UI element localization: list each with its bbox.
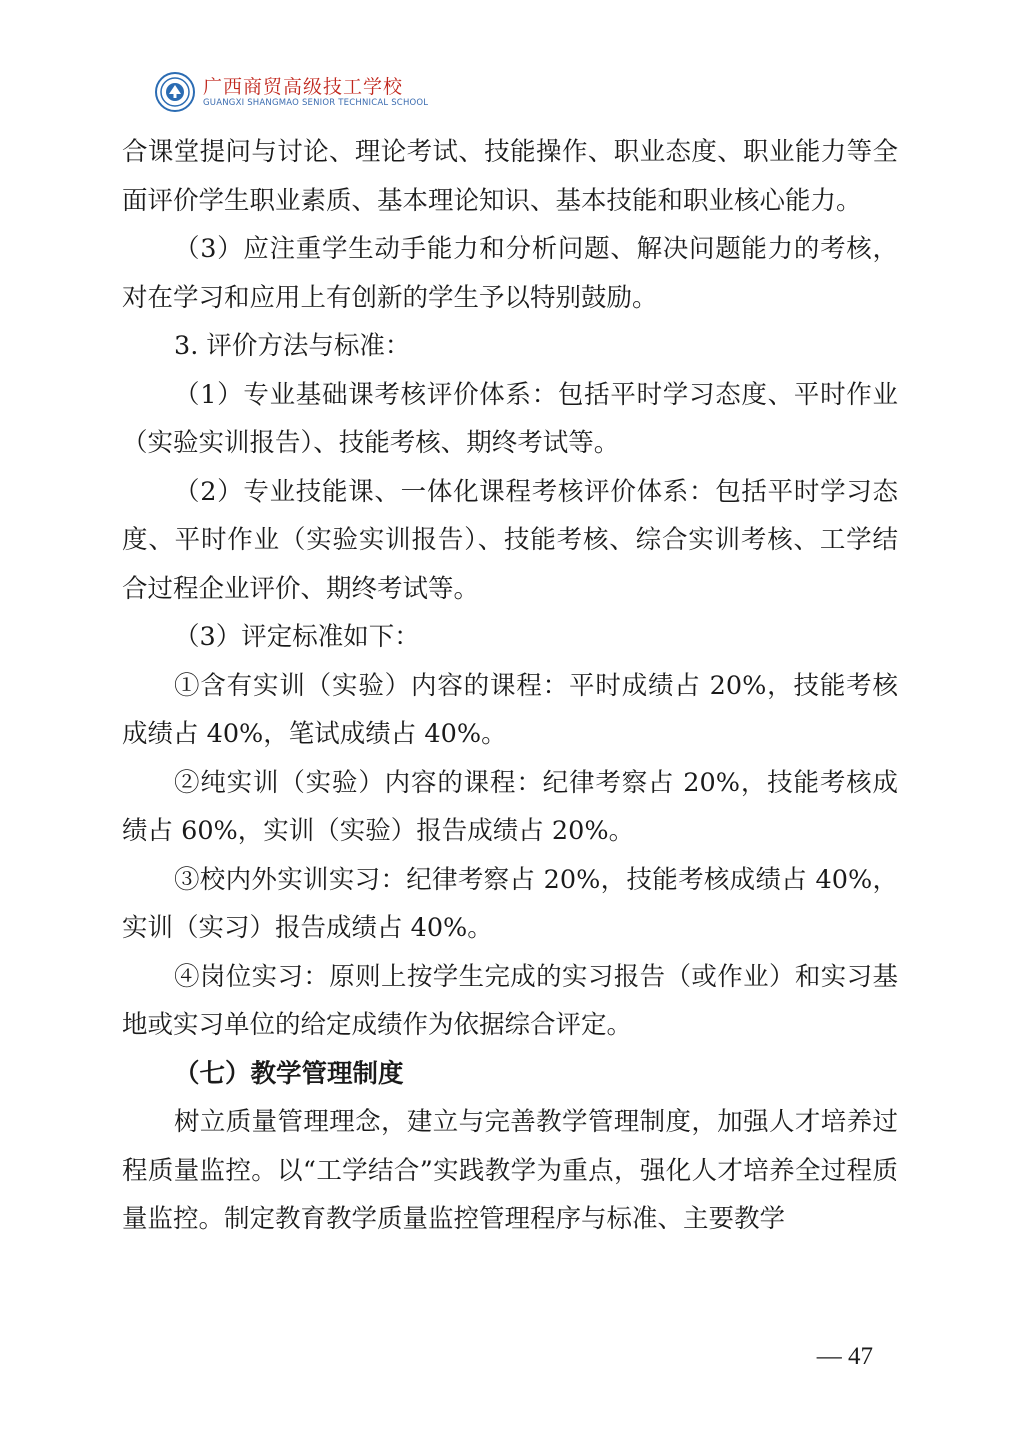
paragraph: 树立质量管理理念，建立与完善教学管理制度，加强人才培养过程质量监控。以“工学结合”实践教学为重点，强化人才培养全过程质量监控。制定教育教学质量监控管理程序与标准、主要教学: [122, 1107, 898, 1234]
paragraph: （3）评定标准如下：: [174, 622, 420, 652]
page-number: — 47: [816, 1343, 873, 1370]
paragraph: （2）专业技能课、一体化课程考核评价体系：包括平时学习态度、平时作业（实验实训报告）、技能考核、综合实训考核、工学结合过程企业评价、期终考试等。: [122, 476, 898, 604]
list-item: ①含有实训（实验）内容的课程：平时成绩占 20%，技能考核成绩占 40%，笔试成绩占 40%。: [122, 670, 898, 749]
list-item: ②纯实训（实验）内容的课程：纪律考察占 20%，技能考核成绩占 60%，实训（实验）报告成绩占 20%。: [122, 767, 898, 846]
paragraph: 合课堂提问与讨论、理论考试、技能操作、职业态度、职业能力等全面评价学生职业素质、基本理论知识、基本技能和职业核心能力。: [122, 137, 898, 216]
school-name-cn: 广西商贸高级技工学校: [203, 75, 404, 98]
school-name-en: GUANGXI SHANGMAO SENIOR TECHNICAL SCHOOL: [203, 97, 429, 108]
list-item: ③校内外实训实习：纪律考察占 20%，技能考核成绩占 40%，实训（实习）报告成绩占 40%。: [122, 864, 898, 943]
school-emblem-icon: [155, 72, 195, 112]
paragraph: （3）应注重学生动手能力和分析问题、解决问题能力的考核，对在学习和应用上有创新的学生予以特别鼓励。: [122, 234, 898, 313]
section-heading: （七）教学管理制度: [174, 1058, 404, 1089]
section-subheading: 3. 评价方法与标准：: [174, 331, 411, 361]
document-body: [122, 128, 898, 1244]
paragraph: （1）专业基础课考核评价体系：包括平时学习态度、平时作业（实验实训报告）、技能考核、期终考试等。: [122, 379, 898, 458]
page-header: [155, 72, 428, 112]
list-item: ④岗位实习：原则上按学生完成的实习报告（或作业）和实习基地或实习单位的给定成绩作为依据综合评定。: [122, 961, 898, 1040]
